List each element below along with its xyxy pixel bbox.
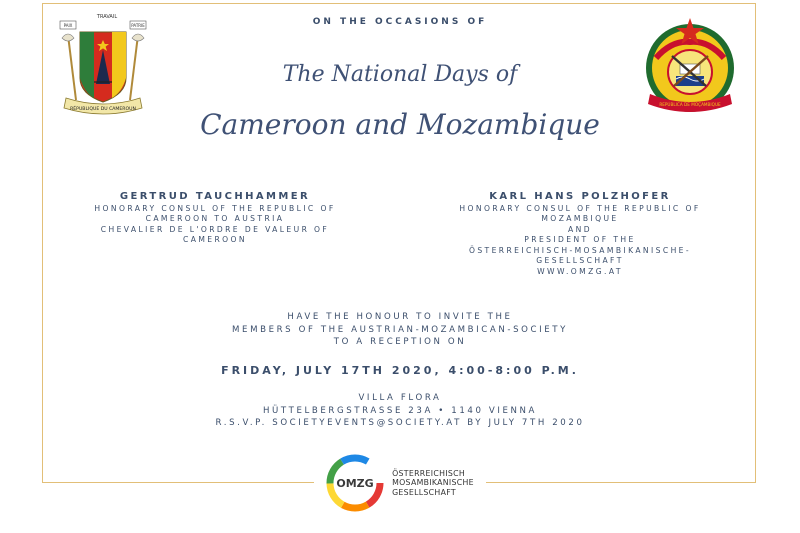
consul-title-line: HONORARY CONSUL OF THE REPUBLIC OF <box>459 203 701 213</box>
consul-title-line: CAMEROON TO AUSTRIA <box>145 214 285 223</box>
venue-address: HÜTTELBERGSTRASSE 23A • 1140 VIENNA <box>262 405 538 416</box>
omzg-logo-text <box>392 469 474 498</box>
omzg-logo-line: ÖSTERREICHISCH <box>392 468 465 478</box>
cameroon-emblem-top-label: TRAVAIL <box>96 14 118 20</box>
omzg-logo-icon <box>326 454 384 512</box>
title-line-1: The National Days of <box>282 62 518 87</box>
consul-mozambique <box>430 192 730 277</box>
consul-title-line: ÖSTERREICHISCH-MOSAMBIKANISCHE- <box>468 245 692 255</box>
occasions-heading: ON THE OCCASIONS OF <box>312 17 488 27</box>
event-venue <box>0 392 800 430</box>
invitation-text <box>0 311 800 349</box>
cameroon-emblem-ribbon: RÉPUBLIQUE DU CAMEROUN <box>70 107 136 112</box>
consul-title-line: HONORARY CONSUL OF THE REPUBLIC OF <box>94 203 336 213</box>
cameroon-emblem-left-label: PAIX <box>63 23 73 28</box>
consul-title-line: CAMEROON <box>183 235 247 244</box>
consul-title-line: PRESIDENT OF THE <box>524 235 636 244</box>
consul-title-line: CHEVALIER DE L'ORDRE DE VALEUR OF <box>100 224 330 234</box>
omzg-logo-line: MOSAMBIKANISCHE <box>392 478 474 488</box>
event-date: FRIDAY, JULY 17TH 2020, 4:00-8:00 P.M. <box>221 364 579 377</box>
consul-title-line: MOZAMBIQUE <box>541 214 619 223</box>
omzg-logo-area <box>0 453 800 513</box>
consul-name: GERTRUD TAUCHHAMMER <box>119 191 311 202</box>
consul-name: KARL HANS POLZHOFER <box>489 191 671 202</box>
venue-name: VILLA FLORA <box>358 393 442 403</box>
omzg-logo-abbr: OMZG <box>336 477 374 490</box>
invitation-line: TO A RECEPTION ON <box>333 337 467 347</box>
consul-title-line: AND <box>568 224 592 234</box>
omzg-logo-line: GESELLSCHAFT <box>392 487 456 497</box>
invitation-line: MEMBERS OF THE AUSTRIAN-MOZAMBICAN-SOCIETY <box>232 324 568 335</box>
rsvp-line: R.S.V.P. SOCIETYEVENTS@SOCIETY.AT BY JULY 7TH 2020 <box>215 418 585 428</box>
cameroon-emblem-right-label: PATRIE <box>131 23 145 28</box>
title-line-2: Cameroon and Mozambique <box>200 108 600 141</box>
consul-cameroon <box>65 192 365 246</box>
invitation-line: HAVE THE HONOUR TO INVITE THE <box>287 312 513 322</box>
consul-website: WWW.OMZG.AT <box>537 266 623 276</box>
consul-title-line: GESELLSCHAFT <box>536 256 624 265</box>
mozambique-emblem-ribbon: REPÚBLICA DE MOÇAMBIQUE <box>659 102 721 107</box>
